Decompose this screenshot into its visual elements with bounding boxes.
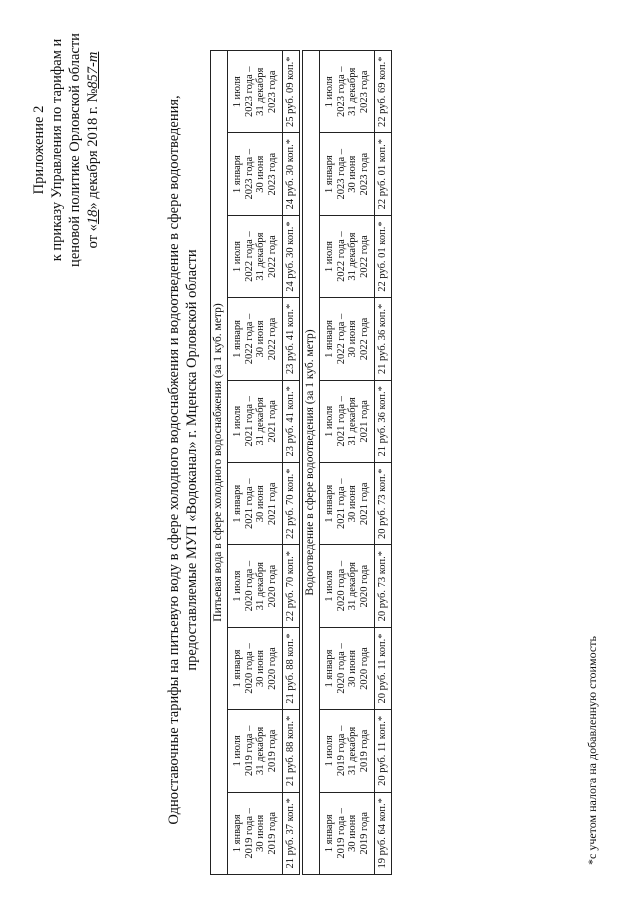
title-line-2: предоставляемые МУП «Водоканал» г. Мценска Орловской области — [184, 249, 200, 671]
period-line: 2022 года — [266, 235, 278, 278]
tariff-value-cell: 21 руб. 88 коп.* — [283, 710, 300, 792]
tariff-value-cell: 20 руб. 11 коп.* — [375, 710, 392, 792]
tariff-value-cell: 20 руб. 73 коп.* — [375, 463, 392, 545]
tariff-value-cell: 22 руб. 01 коп.* — [375, 215, 392, 297]
period-cell — [228, 710, 283, 792]
tariff-value-cell: 20 руб. 11 коп.* — [375, 627, 392, 709]
period-cell — [228, 298, 283, 380]
tariff-value-cell: 21 руб. 88 коп.* — [283, 627, 300, 709]
period-line: 2021 года – — [335, 478, 347, 529]
period-line: 2020 года — [266, 647, 278, 690]
period-line: 31 декабря — [255, 67, 266, 116]
section-heading: Питьевая вода в сфере холодного водоснабжения (за 1 куб. метр) — [211, 51, 228, 875]
period-line: 1 июля — [232, 570, 243, 602]
period-line: 1 июля — [324, 405, 335, 437]
period-line: 2022 года – — [243, 231, 255, 282]
period-line: 1 июля — [232, 735, 243, 767]
period-line: 2020 года — [358, 647, 370, 690]
period-line: 2020 года — [266, 564, 278, 608]
period-row — [320, 51, 375, 875]
title-line-1: Одноставочные тарифы на питьевую воду в сфере холодного водоснабжения и водоотведение в сфере водоотведения, — [166, 95, 182, 825]
period-cell — [320, 463, 375, 545]
period-line: 31 декабря — [255, 726, 266, 775]
period-line: 1 января — [324, 155, 335, 194]
period-line: 2023 года – — [243, 148, 255, 200]
period-line: 30 июня — [347, 485, 358, 523]
period-line: 2023 года — [266, 70, 278, 114]
period-line: 2020 года – — [243, 560, 255, 612]
period-line: 1 января — [324, 320, 335, 358]
vat-footnote: *с учетом налога на добавленную стоимость — [585, 636, 599, 865]
period-line: 2019 года — [266, 729, 278, 773]
period-cell — [228, 463, 283, 545]
period-cell — [228, 545, 283, 627]
period-line: 1 июля — [324, 241, 335, 273]
document-title — [165, 45, 201, 875]
period-line: 2023 года — [266, 152, 278, 196]
period-line: 2022 года – — [335, 231, 347, 282]
period-line: 1 июля — [232, 76, 243, 108]
tariff-value-cell: 22 руб. 69 коп.* — [375, 51, 392, 133]
period-cell — [320, 51, 375, 133]
period-line: 1 января — [324, 814, 335, 853]
period-line: 2021 года – — [335, 396, 347, 447]
period-line: 31 декабря — [347, 232, 358, 281]
period-cell — [320, 627, 375, 709]
period-line: 2023 года – — [335, 148, 347, 200]
period-cell — [228, 380, 283, 462]
period-line: 31 декабря — [255, 562, 266, 611]
order-reference-line: к приказу Управления по тарифам и — [49, 38, 65, 262]
period-line: 2021 года — [266, 482, 278, 526]
handwritten-order-number: 857-т — [85, 51, 101, 89]
period-line: 1 января — [232, 814, 243, 853]
appendix-label: Приложение 2 — [31, 105, 47, 195]
period-line: 2023 года — [358, 70, 370, 114]
tariff-value-cell: 21 руб. 36 коп.* — [375, 380, 392, 462]
period-line: 1 января — [232, 649, 243, 688]
period-line: 2021 года — [266, 400, 278, 443]
appendix-header — [30, 15, 102, 285]
period-line: 1 января — [232, 155, 243, 194]
section-heading-row — [211, 51, 228, 875]
period-cell — [320, 380, 375, 462]
period-line: 2019 года — [358, 812, 370, 855]
period-line: 31 декабря — [347, 562, 358, 611]
period-line: 2019 года – — [335, 725, 347, 777]
period-line: 2022 года — [358, 235, 370, 278]
period-line: 30 июня — [347, 155, 358, 193]
tariff-table-body — [211, 51, 392, 875]
period-cell — [228, 792, 283, 874]
period-cell — [320, 215, 375, 297]
handwritten-day: 18 — [85, 209, 101, 225]
period-line: 31 декабря — [347, 726, 358, 775]
tariff-value-cell: 22 руб. 70 коп.* — [283, 545, 300, 627]
period-line: 2019 года — [266, 812, 278, 855]
period-cell — [320, 545, 375, 627]
period-line: 2020 года – — [335, 560, 347, 612]
period-line: 1 января — [324, 649, 335, 688]
period-line: 2021 года – — [243, 396, 255, 447]
order-date-line — [84, 15, 102, 285]
period-line: 1 июля — [324, 76, 335, 108]
period-line: 1 января — [232, 320, 243, 358]
period-line: 30 июня — [255, 485, 266, 523]
period-line: 2020 года – — [243, 643, 255, 694]
period-line: 2022 года — [266, 317, 278, 361]
period-cell — [320, 710, 375, 792]
period-line: 31 декабря — [255, 232, 266, 281]
tariff-value-cell: 20 руб. 73 коп.* — [375, 545, 392, 627]
period-line: 2020 года – — [335, 643, 347, 694]
period-line: 2021 года — [358, 400, 370, 443]
period-line: 2022 года – — [335, 313, 347, 365]
period-line: 30 июня — [255, 320, 266, 358]
period-line: 2019 года – — [243, 725, 255, 777]
tariff-value-cell: 21 руб. 37 коп.* — [283, 792, 300, 874]
period-line: 1 января — [324, 484, 335, 523]
tariff-value-cell: 21 руб. 36 коп.* — [375, 298, 392, 380]
period-line: 1 января — [232, 484, 243, 523]
period-cell — [320, 792, 375, 874]
period-line: 1 июля — [324, 735, 335, 767]
period-cell — [228, 215, 283, 297]
period-line: 2021 года – — [243, 478, 255, 529]
period-line: 2019 года – — [243, 808, 255, 859]
period-line: 2021 года — [358, 482, 370, 526]
period-line: 2019 года – — [335, 808, 347, 859]
tariff-value-cell: 23 руб. 41 коп.* — [283, 298, 300, 380]
period-cell — [228, 627, 283, 709]
tariff-value-cell: 19 руб. 64 коп.* — [375, 792, 392, 874]
period-line: 2022 года — [358, 317, 370, 361]
period-line: 1 июля — [232, 405, 243, 437]
tariff-value-row — [283, 51, 300, 875]
period-line: 2023 года – — [335, 66, 347, 117]
tariff-value-cell: 24 руб. 30 коп.* — [283, 215, 300, 297]
period-line: 31 декабря — [255, 397, 266, 446]
period-line: 30 июня — [255, 155, 266, 193]
tariff-value-row — [375, 51, 392, 875]
period-cell — [320, 298, 375, 380]
period-line: 2023 года — [358, 152, 370, 196]
period-line: 30 июня — [347, 320, 358, 358]
section-heading-row — [303, 51, 320, 875]
period-cell — [320, 133, 375, 215]
period-line: 31 декабря — [347, 67, 358, 116]
tariff-value-cell: 24 руб. 30 коп.* — [283, 133, 300, 215]
period-line: 31 декабря — [347, 397, 358, 446]
period-line: 30 июня — [347, 814, 358, 852]
period-line: 30 июня — [347, 650, 358, 688]
period-line: 2023 года – — [243, 66, 255, 117]
period-line: 30 июня — [255, 814, 266, 852]
section-heading: Водоотведение в сфере водоотведения (за 1 куб. метр) — [303, 51, 320, 875]
tariff-value-cell: 22 руб. 70 коп.* — [283, 463, 300, 545]
authority-line: ценовой политике Орловской области — [67, 33, 83, 267]
period-row — [228, 51, 283, 875]
tariff-value-cell: 22 руб. 01 коп.* — [375, 133, 392, 215]
period-cell — [228, 133, 283, 215]
tariff-value-cell: 23 руб. 41 коп.* — [283, 380, 300, 462]
period-line: 30 июня — [255, 650, 266, 688]
period-line: 2022 года – — [243, 313, 255, 365]
tariff-table — [210, 50, 392, 875]
period-line: 2019 года — [358, 729, 370, 773]
period-line: 1 июля — [324, 570, 335, 602]
period-line: 2020 года — [358, 564, 370, 608]
period-line: 1 июля — [232, 241, 243, 273]
date-prefix: от « — [85, 224, 101, 249]
tariff-value-cell: 25 руб. 09 коп.* — [283, 51, 300, 133]
period-cell — [228, 51, 283, 133]
date-middle: » декабря 2018 г. № — [85, 88, 101, 210]
